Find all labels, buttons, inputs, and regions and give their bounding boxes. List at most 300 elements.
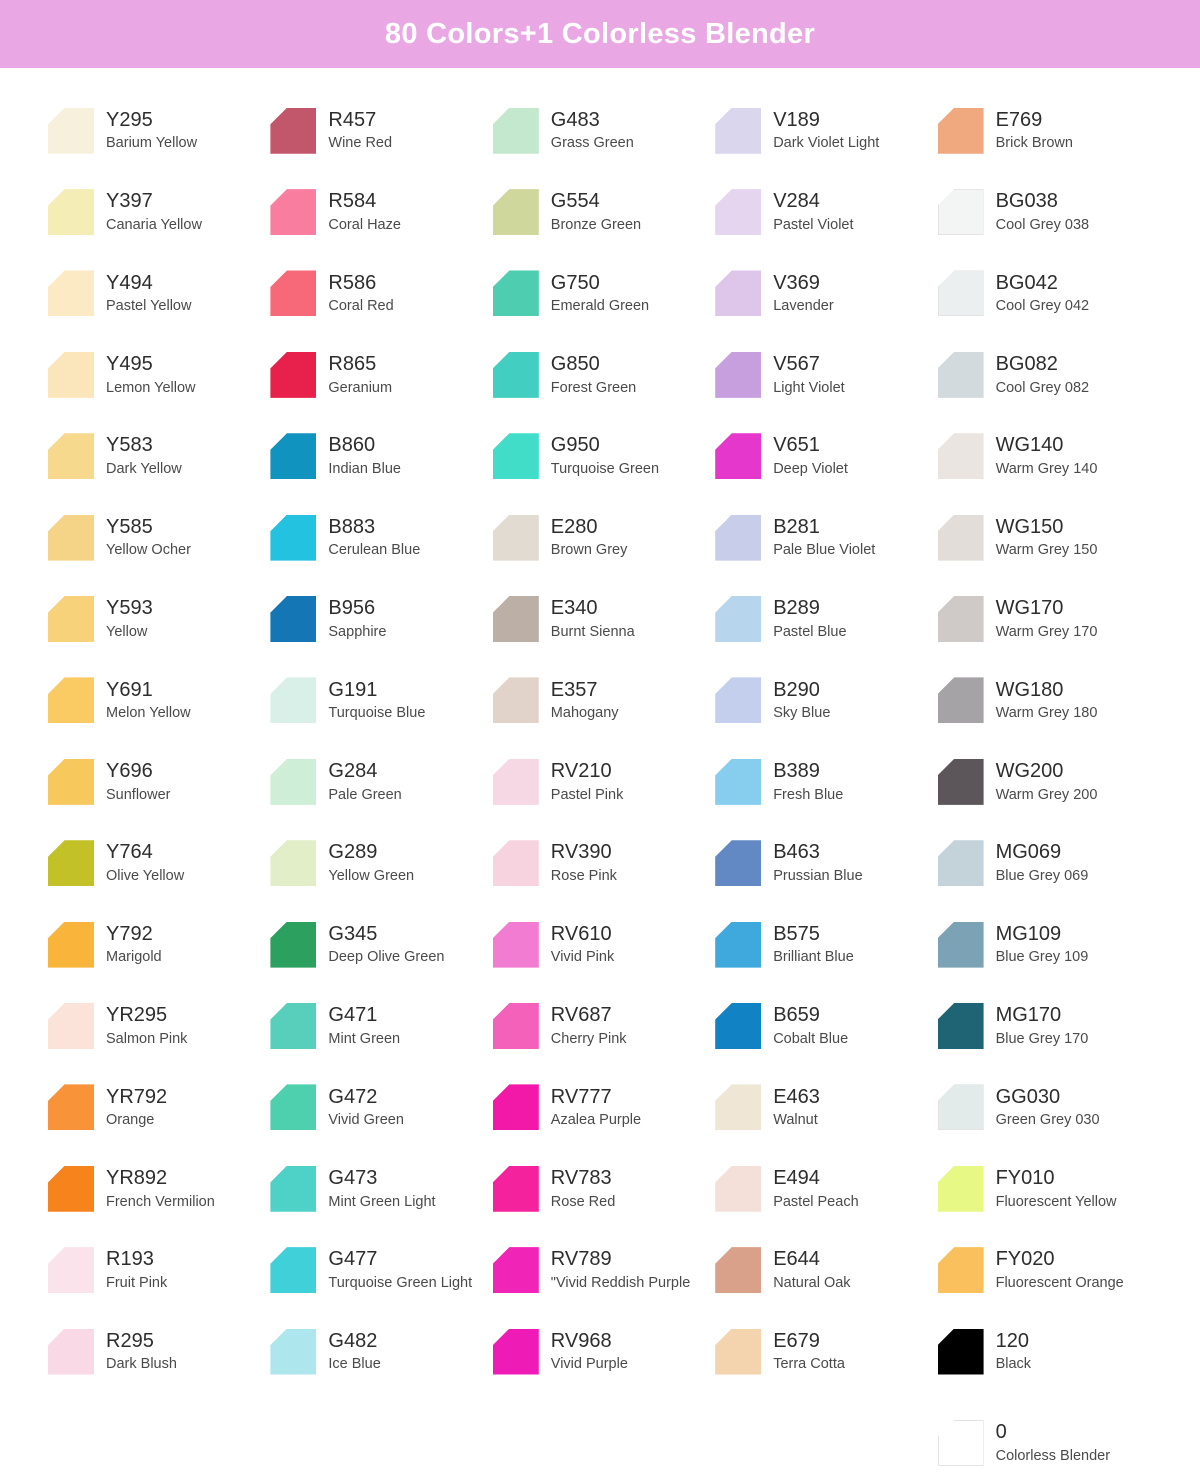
swatch-labels [773, 434, 848, 478]
color-chip [715, 759, 761, 805]
swatch-item[interactable] [938, 741, 1160, 822]
color-chip-shape [715, 108, 761, 154]
swatch-labels [773, 109, 879, 153]
swatch-labels [328, 1330, 380, 1374]
swatch-item[interactable] [270, 171, 492, 252]
color-name: Warm Grey 200 [995, 786, 1098, 803]
color-code: B290 [773, 678, 820, 701]
color-chip-shape [715, 759, 761, 805]
color-code: Y495 [106, 353, 153, 376]
swatch-item[interactable] [270, 1311, 492, 1392]
color-chip-shape [715, 1003, 761, 1049]
color-name: Blue Grey 170 [995, 1030, 1089, 1047]
swatch-labels [996, 679, 1098, 723]
swatch-item[interactable] [938, 823, 1160, 904]
color-name: Deep Olive Green [328, 949, 445, 966]
swatch-item[interactable] [715, 1229, 937, 1310]
color-chip [270, 1329, 316, 1375]
swatch-labels [328, 434, 401, 478]
color-name: Pastel Yellow [106, 298, 192, 315]
swatch-item[interactable] [715, 253, 937, 334]
page-header [0, 0, 1200, 68]
color-chip [938, 433, 984, 479]
color-code: G477 [328, 1248, 378, 1271]
color-chip-shape [493, 189, 539, 235]
swatch-item[interactable] [270, 985, 492, 1066]
color-code: B281 [773, 515, 820, 538]
color-code: MG109 [995, 922, 1062, 945]
color-chip [938, 270, 984, 316]
swatch-column-3 [493, 90, 715, 1392]
color-name: Light Violet [773, 379, 845, 396]
swatch-grid [0, 68, 1200, 1402]
swatch-labels [106, 1004, 187, 1048]
swatch-item[interactable] [715, 660, 937, 741]
blender-footer [0, 1402, 1200, 1483]
color-name: Pastel Pink [550, 786, 624, 803]
swatch-item[interactable] [938, 90, 1160, 171]
swatch-item[interactable] [48, 497, 270, 578]
color-chip-shape [493, 1003, 539, 1049]
footer-spacer-3 [493, 1402, 715, 1483]
color-chip-shape [938, 515, 984, 561]
swatch-item[interactable] [48, 985, 270, 1066]
color-name: Yellow [106, 623, 148, 640]
swatch-labels [328, 516, 420, 560]
color-code: FY010 [995, 1166, 1055, 1189]
swatch-labels [106, 1086, 167, 1130]
swatch-labels [996, 190, 1090, 234]
swatch-item[interactable] [493, 90, 715, 171]
color-code: Y583 [106, 434, 153, 457]
swatch-item[interactable] [270, 334, 492, 415]
swatch-item[interactable] [270, 578, 492, 659]
swatch-item[interactable] [715, 904, 937, 985]
color-chip [270, 1003, 316, 1049]
color-chip [715, 1329, 761, 1375]
swatch-item[interactable] [938, 416, 1160, 497]
color-chip [493, 108, 539, 154]
swatch-item[interactable] [493, 1067, 715, 1148]
swatch-labels [996, 272, 1090, 316]
color-name: Sunflower [106, 786, 171, 803]
swatch-item[interactable] [270, 416, 492, 497]
page-title: 80 Colors+1 Colorless Blender [384, 17, 816, 50]
color-chip-shape [48, 759, 94, 805]
swatch-item[interactable] [938, 578, 1160, 659]
color-chip [715, 1084, 761, 1130]
swatch-labels [328, 1004, 400, 1048]
swatch-item[interactable] [493, 1311, 715, 1392]
color-code: E340 [550, 597, 598, 620]
color-chip-shape [715, 922, 761, 968]
swatch-item[interactable] [715, 578, 937, 659]
color-name: Vivid Pink [550, 949, 615, 966]
color-code: V369 [773, 271, 820, 294]
color-chip [48, 189, 94, 235]
color-chip [715, 515, 761, 561]
swatch-labels [551, 1086, 641, 1130]
swatch-item[interactable] [493, 253, 715, 334]
color-name: Yellow Ocher [106, 542, 191, 559]
color-chip-shape [48, 677, 94, 723]
color-chip [48, 840, 94, 886]
color-chip [493, 677, 539, 723]
color-chip-shape [715, 840, 761, 886]
swatch-item[interactable] [715, 1067, 937, 1148]
color-chip-shape [715, 352, 761, 398]
color-chip-shape [715, 515, 761, 561]
color-chip-shape [938, 922, 984, 968]
swatch-item[interactable] [48, 1311, 270, 1392]
color-name: Vivid Green [328, 1112, 404, 1129]
color-name: Black [995, 1356, 1032, 1373]
color-code: WG170 [995, 597, 1064, 620]
color-name: Fresh Blue [773, 786, 844, 803]
color-name: Fluorescent Yellow [995, 1193, 1117, 1210]
color-chip-shape [493, 352, 539, 398]
color-chip [938, 677, 984, 723]
swatch-labels [996, 1004, 1089, 1048]
swatch-item[interactable] [715, 741, 937, 822]
color-chip-shape [270, 189, 316, 235]
color-name: Grass Green [550, 135, 634, 152]
swatch-item[interactable] [493, 985, 715, 1066]
swatch-labels [773, 272, 833, 316]
swatch-labels [996, 841, 1089, 885]
color-code: YR792 [106, 1085, 168, 1108]
swatch-labels [773, 1248, 850, 1292]
color-code: G345 [328, 922, 378, 945]
color-chip-shape [715, 677, 761, 723]
swatch-column-2 [270, 90, 492, 1392]
color-name: Colorless Blender [995, 1447, 1111, 1464]
color-name: Deep Violet [773, 461, 848, 477]
color-chip-shape [493, 1329, 539, 1375]
color-chip [938, 759, 984, 805]
swatch-item[interactable] [493, 578, 715, 659]
color-chip [48, 922, 94, 968]
color-chip [715, 1247, 761, 1293]
swatch-item[interactable] [270, 741, 492, 822]
color-code: Y585 [106, 515, 153, 538]
color-name: Bronze Green [550, 216, 642, 233]
swatch-item-blender[interactable] [938, 1402, 1160, 1483]
swatch-item[interactable] [715, 334, 937, 415]
color-chip [493, 1084, 539, 1130]
swatch-labels [328, 923, 444, 967]
swatch-item[interactable] [48, 334, 270, 415]
swatch-item[interactable] [715, 985, 937, 1066]
swatch-labels [551, 434, 659, 478]
color-chip-shape [48, 1084, 94, 1130]
color-chip-shape [938, 1166, 984, 1212]
color-chip [938, 108, 984, 154]
color-chip [270, 270, 316, 316]
color-chip-shape [493, 433, 539, 479]
color-chip-shape [938, 596, 984, 642]
color-code: G750 [550, 271, 600, 294]
swatch-labels [773, 760, 843, 804]
color-name: Vivid Purple [550, 1356, 628, 1373]
swatch-item[interactable] [493, 334, 715, 415]
color-code: YR295 [106, 1004, 168, 1027]
swatch-item[interactable] [715, 1311, 937, 1392]
swatch-labels [773, 1086, 820, 1130]
swatch-item[interactable] [715, 1148, 937, 1229]
color-chip-shape [270, 1084, 316, 1130]
color-code: BG042 [995, 271, 1058, 294]
swatch-labels [106, 190, 202, 234]
swatch-labels [996, 516, 1098, 560]
swatch-labels [551, 1248, 691, 1292]
color-chip-shape [270, 1329, 316, 1375]
color-code: R586 [328, 271, 377, 294]
swatch-labels [773, 516, 875, 560]
swatch-item[interactable] [938, 904, 1160, 985]
swatch-item[interactable] [493, 904, 715, 985]
color-name: Coral Red [328, 298, 394, 315]
color-chip [715, 922, 761, 968]
swatch-item[interactable] [48, 416, 270, 497]
color-chip [493, 1166, 539, 1212]
swatch-item[interactable] [48, 904, 270, 985]
swatch-labels [996, 760, 1098, 804]
color-name: Lavender [773, 298, 834, 315]
swatch-item[interactable] [938, 660, 1160, 741]
color-chip [715, 596, 761, 642]
swatch-labels [106, 1167, 215, 1211]
color-code: RV390 [550, 841, 612, 864]
color-chip [715, 840, 761, 886]
color-chip [715, 352, 761, 398]
swatch-item[interactable] [48, 578, 270, 659]
swatch-item[interactable] [493, 1148, 715, 1229]
color-chip [48, 759, 94, 805]
color-chip [48, 515, 94, 561]
swatch-item[interactable] [493, 171, 715, 252]
color-name: Dark Violet Light [773, 135, 880, 152]
swatch-labels [551, 923, 614, 967]
color-chip-shape [270, 1247, 316, 1293]
color-chip-shape [493, 759, 539, 805]
color-code: B860 [328, 434, 376, 457]
color-chip [493, 1329, 539, 1375]
swatch-item[interactable] [270, 1148, 492, 1229]
color-chip [48, 108, 94, 154]
color-name: Natural Oak [773, 1274, 851, 1291]
swatch-labels [106, 679, 191, 723]
color-chip-shape [493, 596, 539, 642]
swatch-item[interactable] [493, 497, 715, 578]
color-code: RV610 [550, 922, 612, 945]
color-code: Y691 [106, 678, 153, 701]
swatch-item[interactable] [270, 90, 492, 171]
swatch-labels [106, 760, 170, 804]
swatch-item[interactable] [938, 334, 1160, 415]
color-name: Emerald Green [550, 298, 650, 315]
color-name: Geranium [328, 379, 393, 396]
color-chip-shape [48, 1247, 94, 1293]
color-chip [938, 922, 984, 968]
swatch-item[interactable] [270, 904, 492, 985]
color-chip [493, 433, 539, 479]
color-name: Warm Grey 150 [995, 542, 1098, 559]
color-chip-shape [48, 922, 94, 968]
color-name: Lemon Yellow [106, 379, 196, 396]
color-chip [493, 1247, 539, 1293]
color-name: Barium Yellow [106, 135, 198, 152]
swatch-item[interactable] [48, 171, 270, 252]
color-chip [715, 189, 761, 235]
swatch-item[interactable] [493, 741, 715, 822]
color-name: Pastel Blue [773, 623, 847, 640]
color-chip [270, 1084, 316, 1130]
color-code: R865 [328, 353, 377, 376]
color-code: Y593 [106, 597, 153, 620]
color-chip-shape [938, 1247, 984, 1293]
swatch-labels [773, 190, 853, 234]
swatch-item[interactable] [48, 823, 270, 904]
color-chip-shape [715, 189, 761, 235]
color-code: G850 [550, 353, 600, 376]
swatch-item[interactable] [48, 1148, 270, 1229]
color-code: G554 [550, 190, 600, 213]
color-chip [270, 189, 316, 235]
swatch-item[interactable] [493, 416, 715, 497]
swatch-item[interactable] [270, 660, 492, 741]
color-name: Fruit Pink [106, 1274, 168, 1291]
swatch-labels [106, 1248, 167, 1292]
color-name: Brilliant Blue [773, 949, 854, 966]
swatch-item[interactable] [48, 1229, 270, 1310]
color-name: Dark Yellow [106, 461, 182, 477]
swatch-item[interactable] [48, 90, 270, 171]
color-name: Warm Grey 180 [995, 705, 1098, 722]
swatch-item[interactable] [715, 416, 937, 497]
color-chip [938, 189, 984, 235]
color-code: G289 [328, 841, 378, 864]
footer-spacer-4 [715, 1402, 937, 1483]
swatch-item[interactable] [270, 1067, 492, 1148]
color-chip [270, 108, 316, 154]
color-chip [270, 840, 316, 886]
swatch-item[interactable] [938, 253, 1160, 334]
color-code: Y397 [106, 190, 153, 213]
color-name: Brick Brown [995, 135, 1073, 152]
color-chip [493, 922, 539, 968]
color-name: Turquoise Green [550, 461, 660, 477]
swatch-item[interactable] [270, 1229, 492, 1310]
color-chip [493, 515, 539, 561]
color-chip-shape [493, 1247, 539, 1293]
swatch-item[interactable] [938, 1229, 1160, 1310]
swatch-labels [106, 272, 191, 316]
color-chip-shape [715, 1329, 761, 1375]
swatch-item[interactable] [493, 660, 715, 741]
color-chip-shape [938, 1084, 984, 1130]
color-name: Indian Blue [328, 461, 401, 477]
color-chip [938, 596, 984, 642]
swatch-labels [996, 353, 1090, 397]
color-name: Azalea Purple [550, 1112, 642, 1129]
swatch-item[interactable] [715, 497, 937, 578]
swatch-item[interactable] [715, 171, 937, 252]
swatch-labels [996, 1330, 1031, 1374]
color-code: V651 [773, 434, 820, 457]
swatch-item[interactable] [493, 823, 715, 904]
color-code: E280 [550, 515, 598, 538]
swatch-labels [996, 1167, 1117, 1211]
color-name: Salmon Pink [106, 1030, 188, 1047]
footer-spacer-2 [270, 1402, 492, 1483]
color-chip-shape [270, 270, 316, 316]
color-chip-shape [938, 759, 984, 805]
color-chip [715, 270, 761, 316]
color-code: E357 [550, 678, 598, 701]
swatch-item[interactable] [938, 1311, 1160, 1392]
swatch-item[interactable] [48, 660, 270, 741]
color-code: R295 [106, 1329, 154, 1352]
color-name: "Vivid Reddish Purple [550, 1274, 691, 1291]
color-code: WG150 [995, 515, 1064, 538]
color-chip-shape [48, 1166, 94, 1212]
color-chip-shape [270, 1003, 316, 1049]
swatch-labels [106, 434, 182, 478]
color-chip-shape [48, 352, 94, 398]
swatch-item[interactable] [938, 1067, 1160, 1148]
swatch-labels [551, 190, 641, 234]
swatch-item[interactable] [270, 823, 492, 904]
swatch-item[interactable] [938, 171, 1160, 252]
swatch-labels [551, 597, 635, 641]
color-code: E494 [773, 1166, 820, 1189]
color-chip [48, 1166, 94, 1212]
swatch-column-5 [938, 90, 1160, 1392]
swatch-labels [773, 841, 862, 885]
color-name: Coral Haze [328, 216, 401, 233]
swatch-item[interactable] [48, 741, 270, 822]
swatch-item[interactable] [715, 90, 937, 171]
color-chip-shape [938, 1003, 984, 1049]
swatch-column-4 [715, 90, 937, 1392]
color-chip [938, 1166, 984, 1212]
swatch-item[interactable] [938, 497, 1160, 578]
swatch-item[interactable] [493, 1229, 715, 1310]
color-code: RV783 [550, 1166, 612, 1189]
swatch-item[interactable] [715, 823, 937, 904]
color-chip-shape [493, 840, 539, 886]
swatch-labels [551, 353, 636, 397]
swatch-labels [551, 109, 634, 153]
color-chip [493, 1003, 539, 1049]
swatch-item[interactable] [270, 497, 492, 578]
color-code: G483 [550, 108, 600, 131]
color-chip [270, 352, 316, 398]
swatch-labels [551, 516, 628, 560]
swatch-item[interactable] [938, 1148, 1160, 1229]
swatch-item[interactable] [270, 253, 492, 334]
color-chip [938, 352, 984, 398]
swatch-item[interactable] [938, 985, 1160, 1066]
swatch-item[interactable] [48, 253, 270, 334]
swatch-item[interactable] [48, 1067, 270, 1148]
color-chip [493, 189, 539, 235]
color-code: B389 [773, 759, 820, 782]
color-code: GG030 [995, 1085, 1061, 1108]
color-name: Sapphire [328, 623, 387, 640]
color-name: Burnt Sienna [550, 623, 635, 640]
